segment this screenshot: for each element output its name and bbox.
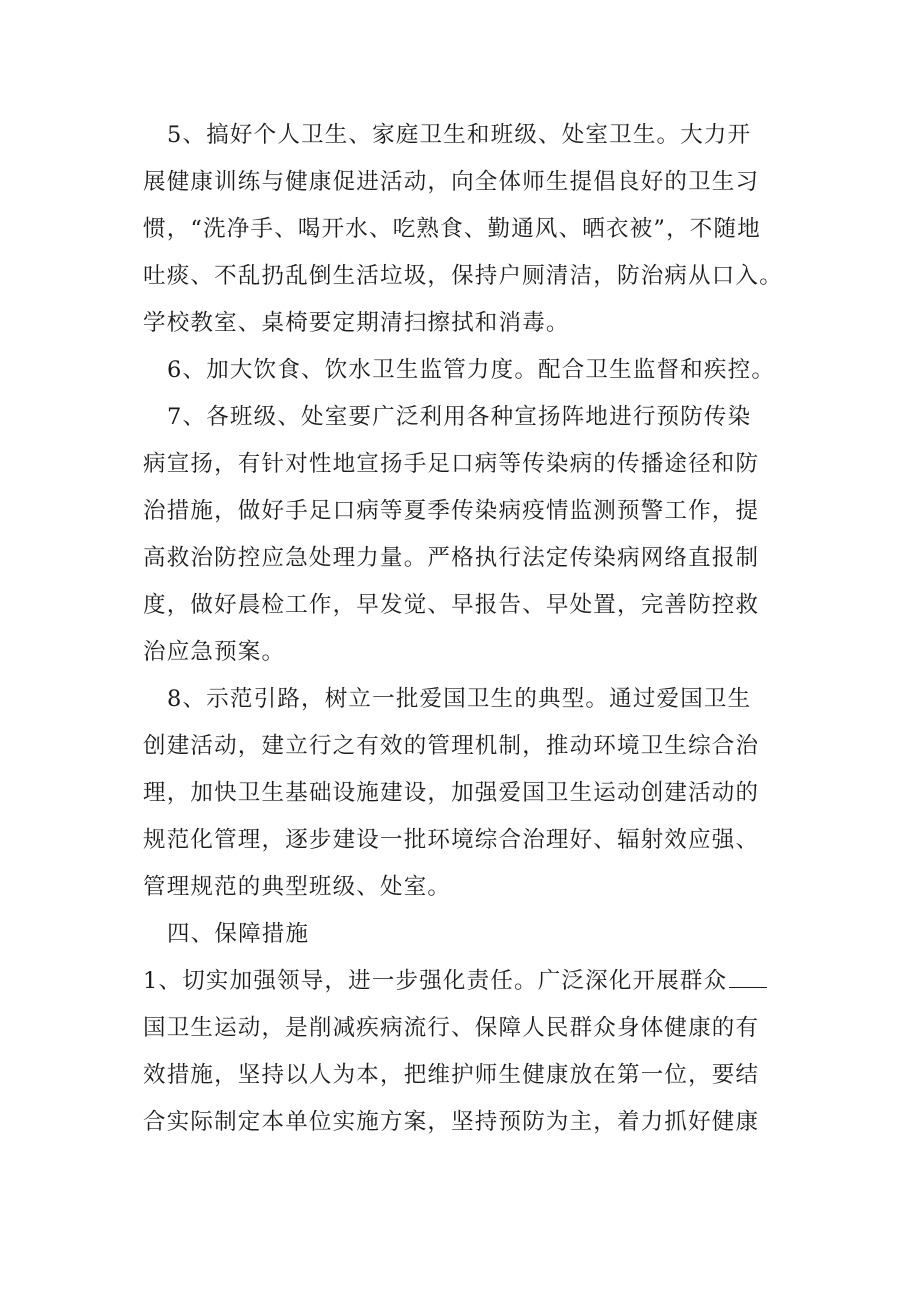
paragraph-7-line-6: 治应急预案。 [143, 639, 286, 665]
measure-1-line-1 [143, 958, 793, 1005]
redacted-blank [729, 961, 767, 988]
document-body [143, 112, 793, 1146]
measure-1-line-3: 效措施，坚持以人为本，把维护师生健康放在第一位，要结 [143, 1062, 760, 1088]
paragraph-5-line-5: 学校教室、桌椅要定期清扫擦拭和消毒。 [143, 310, 570, 336]
paragraph-7-line-3: 治措施，做好手足口病等夏季传染病疫情监测预警工作，提 [143, 498, 760, 524]
paragraph-8-line-5: 管理规范的典型班级、处室。 [143, 874, 452, 900]
paragraph-7-line-2: 病宣扬，有针对性地宣扬手足口病等传染病的传播途径和防 [143, 451, 760, 477]
paragraph-8-line-4: 规范化管理，逐步建设一批环境综合治理好、辐射效应强、 [143, 827, 760, 853]
measure-1-line-2: 国卫生运动，是削减疾病流行、保障人民群众身体健康的有 [143, 1015, 760, 1041]
paragraph-5-line-3: 惯，“洗净手、喝开水、吃熟食、勤通风、晒衣被”，不随地 [143, 216, 761, 242]
measure-1-line-4: 合实际制定本单位实施方案，坚持预防为主，着力抓好健康 [143, 1109, 760, 1135]
section-heading-4: 四、保障措施 [167, 921, 310, 947]
paragraph-5-line-4: 吐痰、不乱扔乱倒生活垃圾，保持户厕清洁，防治病从口入。 [143, 263, 783, 289]
paragraph-5-line-2: 展健康训练与健康促进活动，向全体师生提倡良好的卫生习 [143, 169, 760, 195]
paragraph-7-line-1: 7、各班级、处室要广泛利用各种宣扬阵地进行预防传染 [167, 404, 752, 430]
paragraph-8-line-2: 创建活动，建立行之有效的管理机制，推动环境卫生综合治 [143, 733, 760, 759]
paragraph-7-line-5: 度，做好晨检工作，早发觉、早报告、早处置，完善防控救 [143, 592, 760, 618]
paragraph-8-line-1: 8、示范引路，树立一批爱国卫生的典型。通过爱国卫生 [167, 686, 752, 712]
paragraph-7-line-4: 高救治防控应急处理力量。严格执行法定传染病网络直报制 [143, 545, 760, 571]
paragraph-6-line-1: 6、加大饮食、饮水卫生监管力度。配合卫生监督和疾控。 [167, 357, 776, 383]
measure-1-line-1-text: 1、切实加强领导，进一步强化责任。广泛深化开展群众 [143, 968, 728, 994]
paragraph-5-line-1: 5、搞好个人卫生、家庭卫生和班级、处室卫生。大力开 [167, 122, 752, 148]
paragraph-8-line-3: 理，加快卫生基础设施建设，加强爱国卫生运动创建活动的 [143, 780, 760, 806]
